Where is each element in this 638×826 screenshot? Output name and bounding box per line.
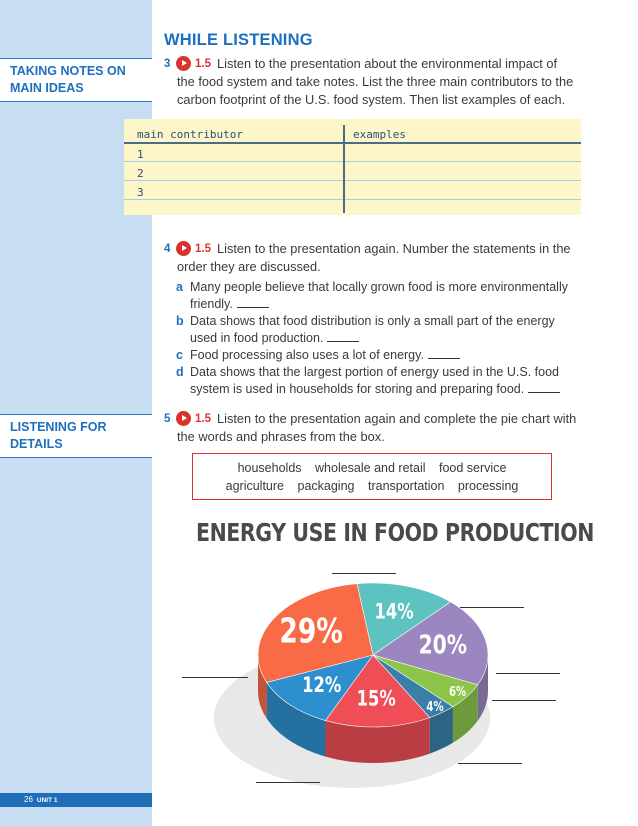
row-number: 1 xyxy=(137,148,144,161)
track-number: 1.5 xyxy=(195,58,211,70)
page-number: 26 xyxy=(24,795,33,804)
answer-line[interactable] xyxy=(458,763,522,764)
pie-slice-label: 6% xyxy=(448,683,467,700)
track-number: 1.5 xyxy=(195,243,211,255)
col-main-contributor: main contributor xyxy=(137,128,243,141)
row-number: 3 xyxy=(137,186,144,199)
answer-line[interactable] xyxy=(332,573,396,574)
listening-details-label: LISTENING FOR DETAILS xyxy=(0,414,152,458)
pie-slice-label: 29% xyxy=(279,612,343,652)
answer-line[interactable] xyxy=(182,677,248,678)
chart-title: ENERGY USE IN FOOD PRODUCTION xyxy=(195,518,595,547)
word-option: packaging xyxy=(297,479,355,493)
answer-line[interactable] xyxy=(460,607,524,608)
word-option: food service xyxy=(439,461,507,475)
track-number: 1.5 xyxy=(195,413,211,425)
word-option: households xyxy=(237,461,302,475)
section-title: WHILE LISTENING xyxy=(164,31,313,49)
word-option: transportation xyxy=(367,479,445,493)
task-number: 3 xyxy=(164,58,171,70)
task-instructions: Listen to the presentation about the environmental impact of the food system and take notes. List the three main contributors to the carbon footprint of the U.S. food system. Then list examples of each. xyxy=(177,56,574,107)
answer-line[interactable] xyxy=(492,700,556,701)
task-instructions: Listen to the presentation again and complete the pie chart with the words and phrases from the box. xyxy=(177,411,577,444)
item-letter: a xyxy=(176,280,183,294)
word-option: processing xyxy=(457,479,519,493)
item-text: Food processing also uses a lot of energy. xyxy=(190,348,424,362)
item-text: Data shows that food distribution is only a small part of the energy used in food production. xyxy=(190,314,555,345)
pie-slice-label: 20% xyxy=(418,629,468,660)
item-text: Data shows that the largest portion of energy used in the U.S. food system is used in households for storing and preparing food. xyxy=(190,365,559,396)
pie-slice-label: 14% xyxy=(374,600,414,625)
item-text: Many people believe that locally grown food is more environmentally friendly. xyxy=(190,280,568,311)
word-option: agriculture xyxy=(225,479,285,493)
item-letter: d xyxy=(176,365,184,379)
item-letter: c xyxy=(176,348,183,362)
task-number: 4 xyxy=(164,243,171,255)
taking-notes-label: TAKING NOTES ON MAIN IDEAS xyxy=(0,58,152,102)
task-instructions: Listen to the presentation again. Number the statements in the order they are discussed. xyxy=(177,241,571,274)
row-number: 2 xyxy=(137,167,144,180)
answer-line[interactable] xyxy=(496,673,560,674)
col-examples: examples xyxy=(353,128,406,141)
unit-label: UNIT 1 xyxy=(36,797,58,804)
word-option: wholesale and retail xyxy=(315,461,426,475)
pie-slice-label: 12% xyxy=(302,674,342,698)
item-letter: b xyxy=(176,314,184,328)
answer-line[interactable] xyxy=(256,782,320,783)
pie-slice-label: 15% xyxy=(356,687,396,712)
pie-slice-label: 4% xyxy=(426,698,444,715)
task-number: 5 xyxy=(164,413,171,425)
